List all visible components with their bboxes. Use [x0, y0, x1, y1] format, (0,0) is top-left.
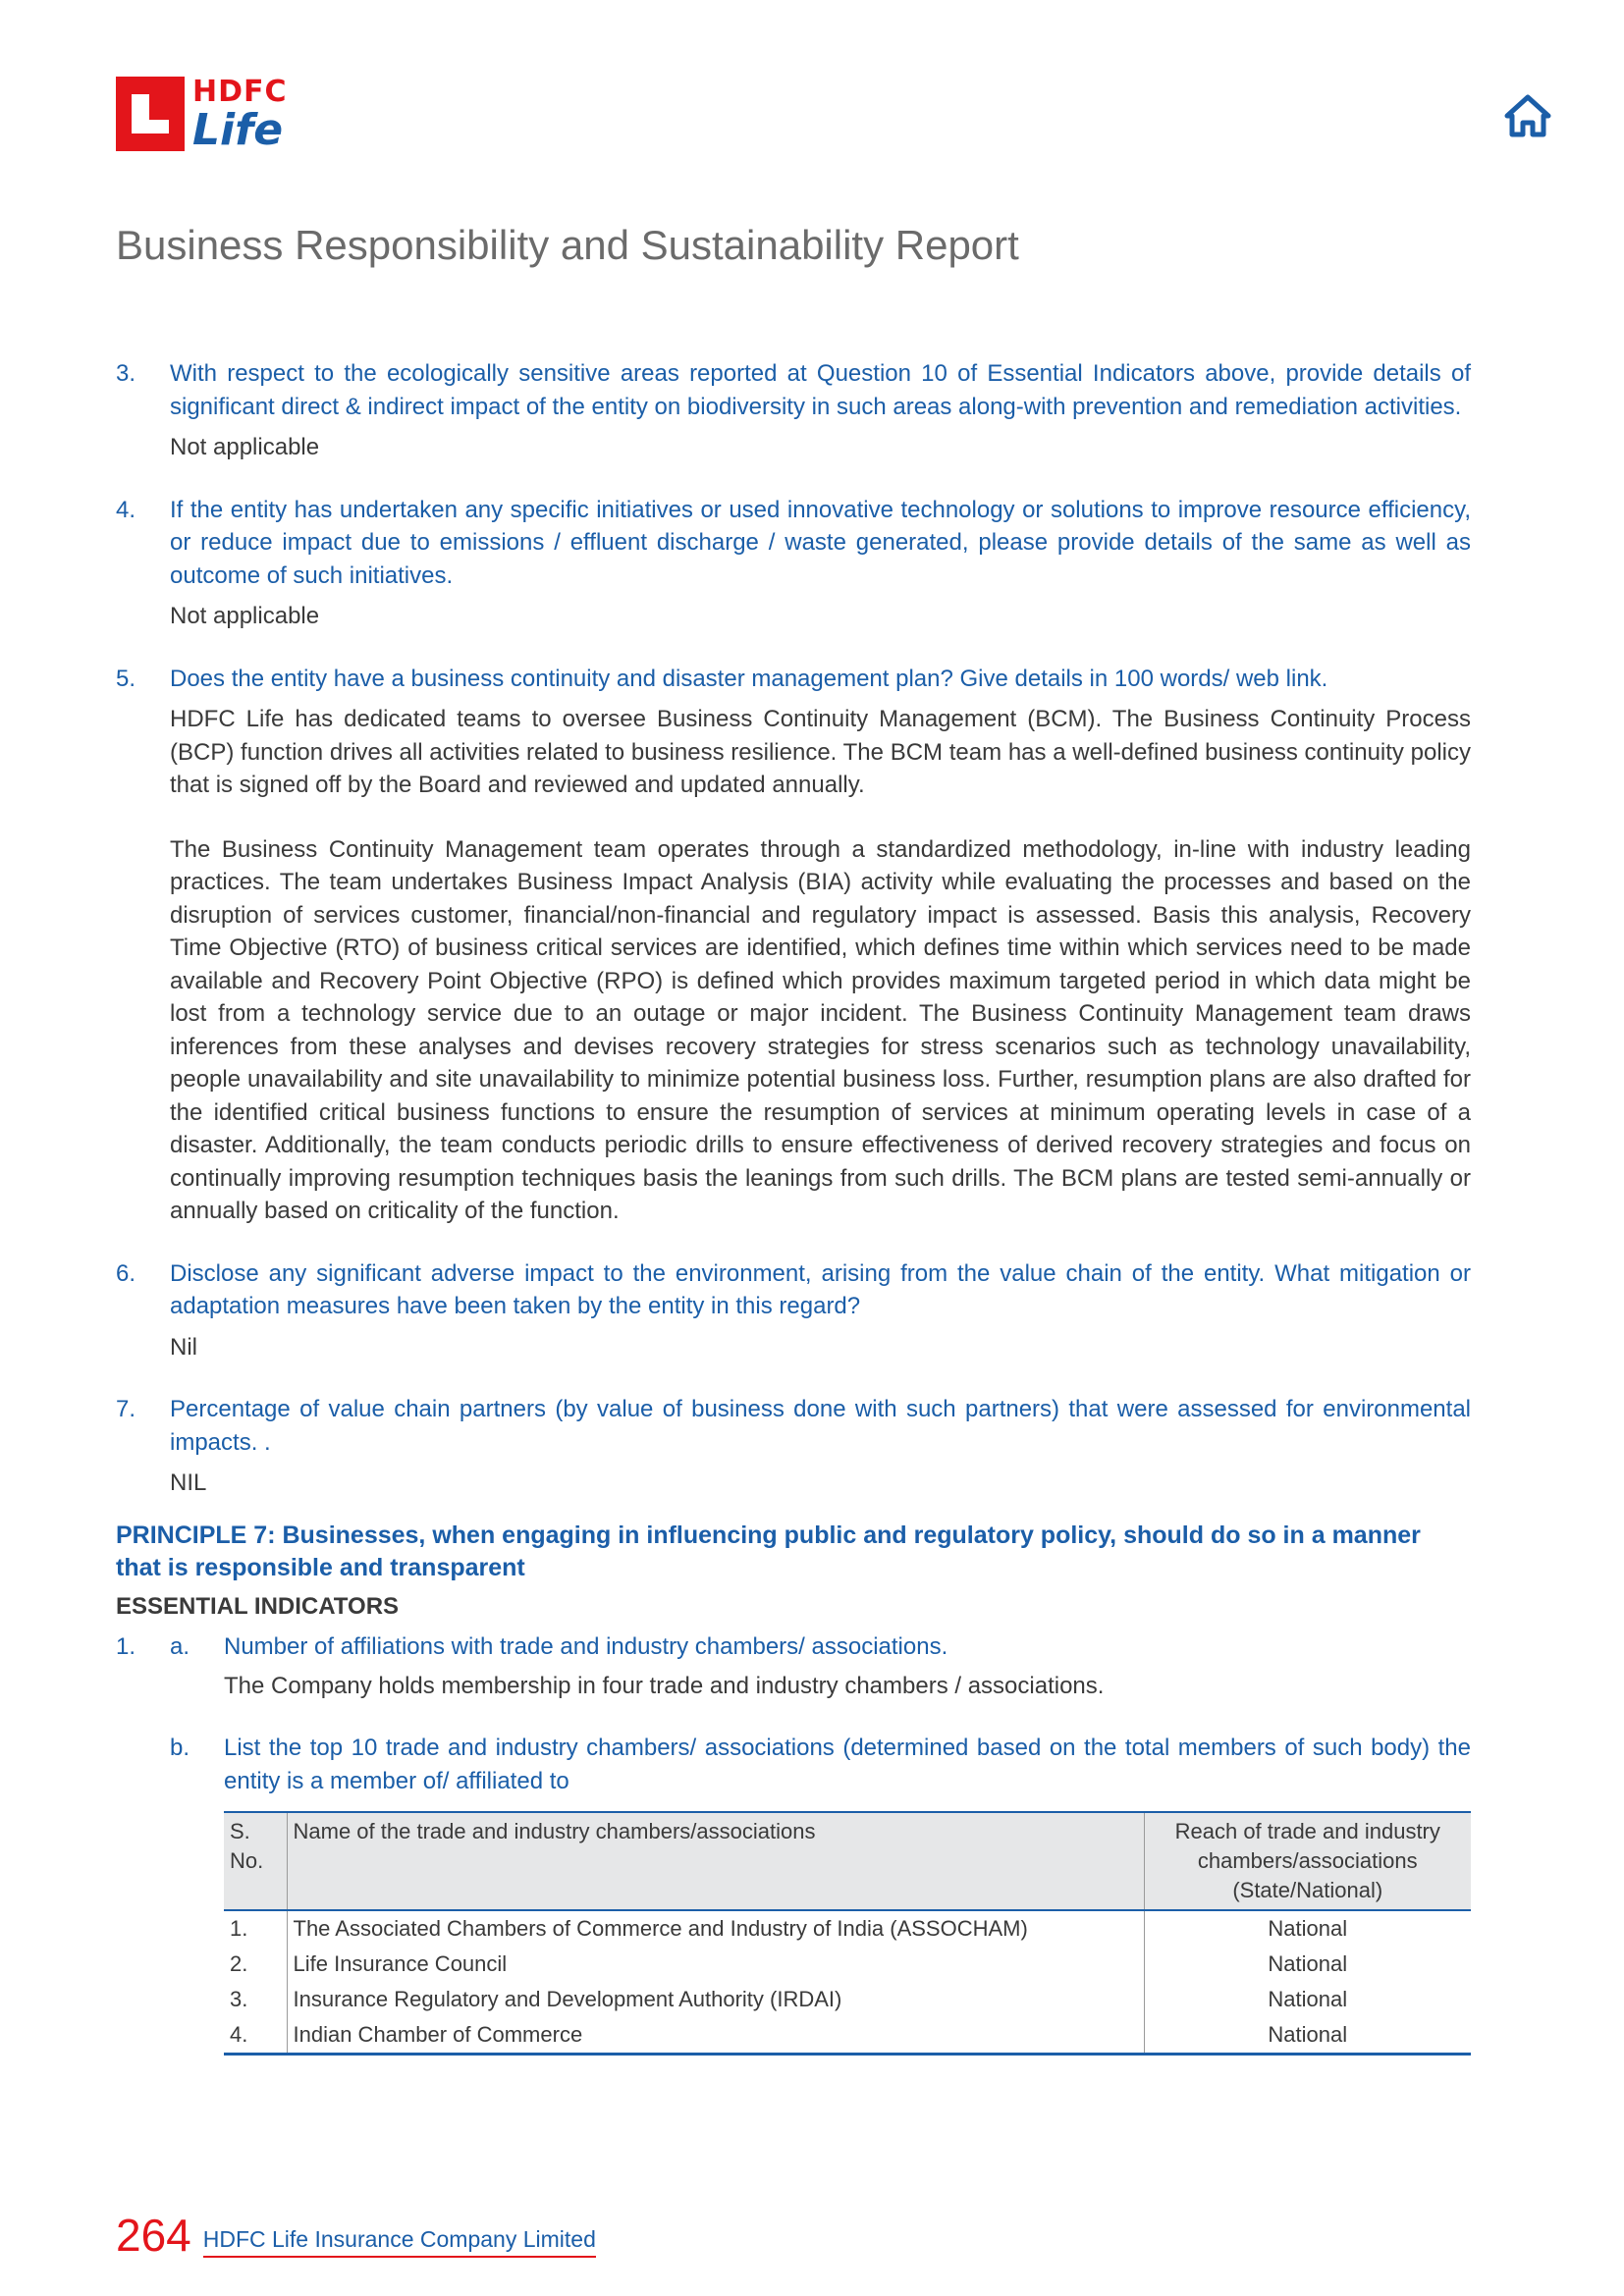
- question-text: Disclose any significant adverse impact to the environment, arising from the value chain of the entity. What mitigation or adaptation measures have been taken by the entity in this regard?: [170, 1259, 1471, 1319]
- answer-text: Not applicable: [170, 434, 320, 460]
- question-text: Number of affiliations with trade and industry chambers/ associations.: [224, 1633, 948, 1660]
- cell-sno: 4.: [224, 2017, 287, 2055]
- page-number: 264: [116, 2210, 191, 2261]
- question-5: [116, 663, 1471, 696]
- question-4: [116, 494, 1471, 593]
- main-content: [116, 357, 1471, 2056]
- answer-4: [170, 600, 1471, 633]
- question-text: With respect to the ecologically sensitive areas reported at Question 10 of Essential Indicators above, provide details of significant direct & indirect impact of the entity on biodiversity in such areas along-with prevention and remediation activities.: [170, 360, 1471, 420]
- sub-question-letter: b.: [170, 1735, 190, 1761]
- question-1a: [116, 1630, 1471, 1664]
- cell-sno: 1.: [224, 1910, 287, 1947]
- table-row: [224, 1947, 1471, 1982]
- cell-name: The Associated Chambers of Commerce and Industry of India (ASSOCHAM): [287, 1910, 1144, 1947]
- table-row: [224, 2017, 1471, 2055]
- answer-text: Not applicable: [170, 603, 320, 629]
- question-number: 3.: [116, 360, 136, 387]
- sub-question-letter: a.: [170, 1633, 190, 1660]
- question-number: 6.: [116, 1259, 136, 1287]
- header-sno: S. No.: [224, 1812, 287, 1910]
- header-reach: Reach of trade and industry chambers/associations (State/National): [1144, 1812, 1471, 1910]
- answer-paragraph: HDFC Life has dedicated teams to oversee Business Continuity Management (BCM). The Business Continuity Process (BCP) function drives all activities related to business resilience. The BCM team has a well-defined business continuity policy that is signed off by the Board and reviewed and updated annually.: [170, 706, 1471, 798]
- logo-text-life: Life: [192, 105, 284, 155]
- answer-7: [170, 1467, 1471, 1500]
- question-7: [116, 1393, 1471, 1459]
- hdfc-life-logo: [116, 77, 302, 157]
- cell-name: Life Insurance Council: [287, 1947, 1144, 1982]
- principle-heading: PRINCIPLE 7: Businesses, when engaging in influencing public and regulatory policy, should do so in a manner that is responsible and transparent: [116, 1521, 1421, 1581]
- cell-sno: 2.: [224, 1947, 287, 1982]
- table-header-row: [224, 1812, 1471, 1910]
- cell-reach: National: [1268, 1987, 1348, 2011]
- question-number: 5.: [116, 665, 136, 692]
- cell-reach: National: [1268, 1916, 1348, 1941]
- home-icon[interactable]: [1504, 94, 1551, 137]
- answer-text: NIL: [170, 1469, 207, 1496]
- essential-indicators-heading: ESSENTIAL INDICATORS: [116, 1592, 400, 1620]
- logo-mark: [116, 77, 185, 151]
- answer-6: [170, 1331, 1471, 1364]
- question-number: 1.: [116, 1633, 136, 1660]
- question-text: Does the entity have a business continuity and disaster management plan? Give details in 100 words/ web link.: [170, 665, 1328, 692]
- question-number: 7.: [116, 1396, 136, 1422]
- table-row: [224, 1910, 1471, 1947]
- question-text: List the top 10 trade and industry chambers/ associations (determined based on the total members of such body) the entity is a member of/ affiliated to: [224, 1735, 1471, 1794]
- affiliations-table: [224, 1811, 1471, 2056]
- report-title: Business Responsibility and Sustainability Report: [116, 222, 1019, 268]
- question-6: [116, 1257, 1471, 1323]
- cell-reach: National: [1268, 1951, 1348, 1976]
- answer-5: [170, 703, 1471, 1228]
- logo-text-hdfc: HDFC: [192, 75, 288, 109]
- table-row: [224, 1982, 1471, 2017]
- question-1b: [116, 1732, 1471, 1797]
- cell-name: Indian Chamber of Commerce: [287, 2017, 1144, 2055]
- cell-reach: National: [1144, 2017, 1471, 2055]
- question-text: If the entity has undertaken any specific initiatives or used innovative technology or solutions to improve resource efficiency, or reduce impact due to emissions / effluent discharge / waste generated, please provide details of the same as well as outcome of such initiatives.: [170, 496, 1471, 589]
- cell-name: Insurance Regulatory and Development Authority (IRDAI): [287, 1982, 1144, 2017]
- answer-3: [170, 431, 1471, 464]
- question-text: Percentage of value chain partners (by value of business done with such partners) that were assessed for environmental impacts. .: [170, 1396, 1471, 1456]
- footer-company-name: HDFC Life Insurance Company Limited: [203, 2226, 596, 2258]
- question-number: 4.: [116, 496, 136, 523]
- answer-paragraph: The Business Continuity Management team operates through a standardized methodology, in-line with industry leading practices. The team undertakes Business Impact Analysis (BIA) activity while evaluating the processes and based on the disruption of services customer, financial/non-financial and regulatory impact is assessed. Basis this analysis, Recovery Time Objective (RTO) of business critical services are identified, which defines time within which services need to be made available and Recovery Point Objective (RPO) is defined which provides maximum targeted period in which data might be lost from a technology service due to an outage or major incident. The Business Continuity Management team draws inferences from these analyses and devises recovery strategies for stress scenarios such as technology unavailability, people unavailability and site unavailability to minimize potential business loss. Further, resumption plans are also drafted for the identified critical business functions to ensure the resumption of services at minimum operating levels in case of a disaster. Additionally, the team conducts periodic drills to ensure effectiveness of derived recovery strategies and focus on continually improving resumption techniques basis the leanings from such drills. The BCM plans are tested semi-annually or annually based on criticality of the function.: [170, 835, 1471, 1224]
- header-name: Name of the trade and industry chambers/associations: [287, 1812, 1144, 1910]
- question-3: [116, 357, 1471, 423]
- cell-sno: 3.: [224, 1982, 287, 2017]
- answer-1a: The Company holds membership in four trade and industry chambers / associations.: [224, 1672, 1105, 1699]
- answer-text: Nil: [170, 1333, 197, 1361]
- page-footer: [116, 2210, 596, 2261]
